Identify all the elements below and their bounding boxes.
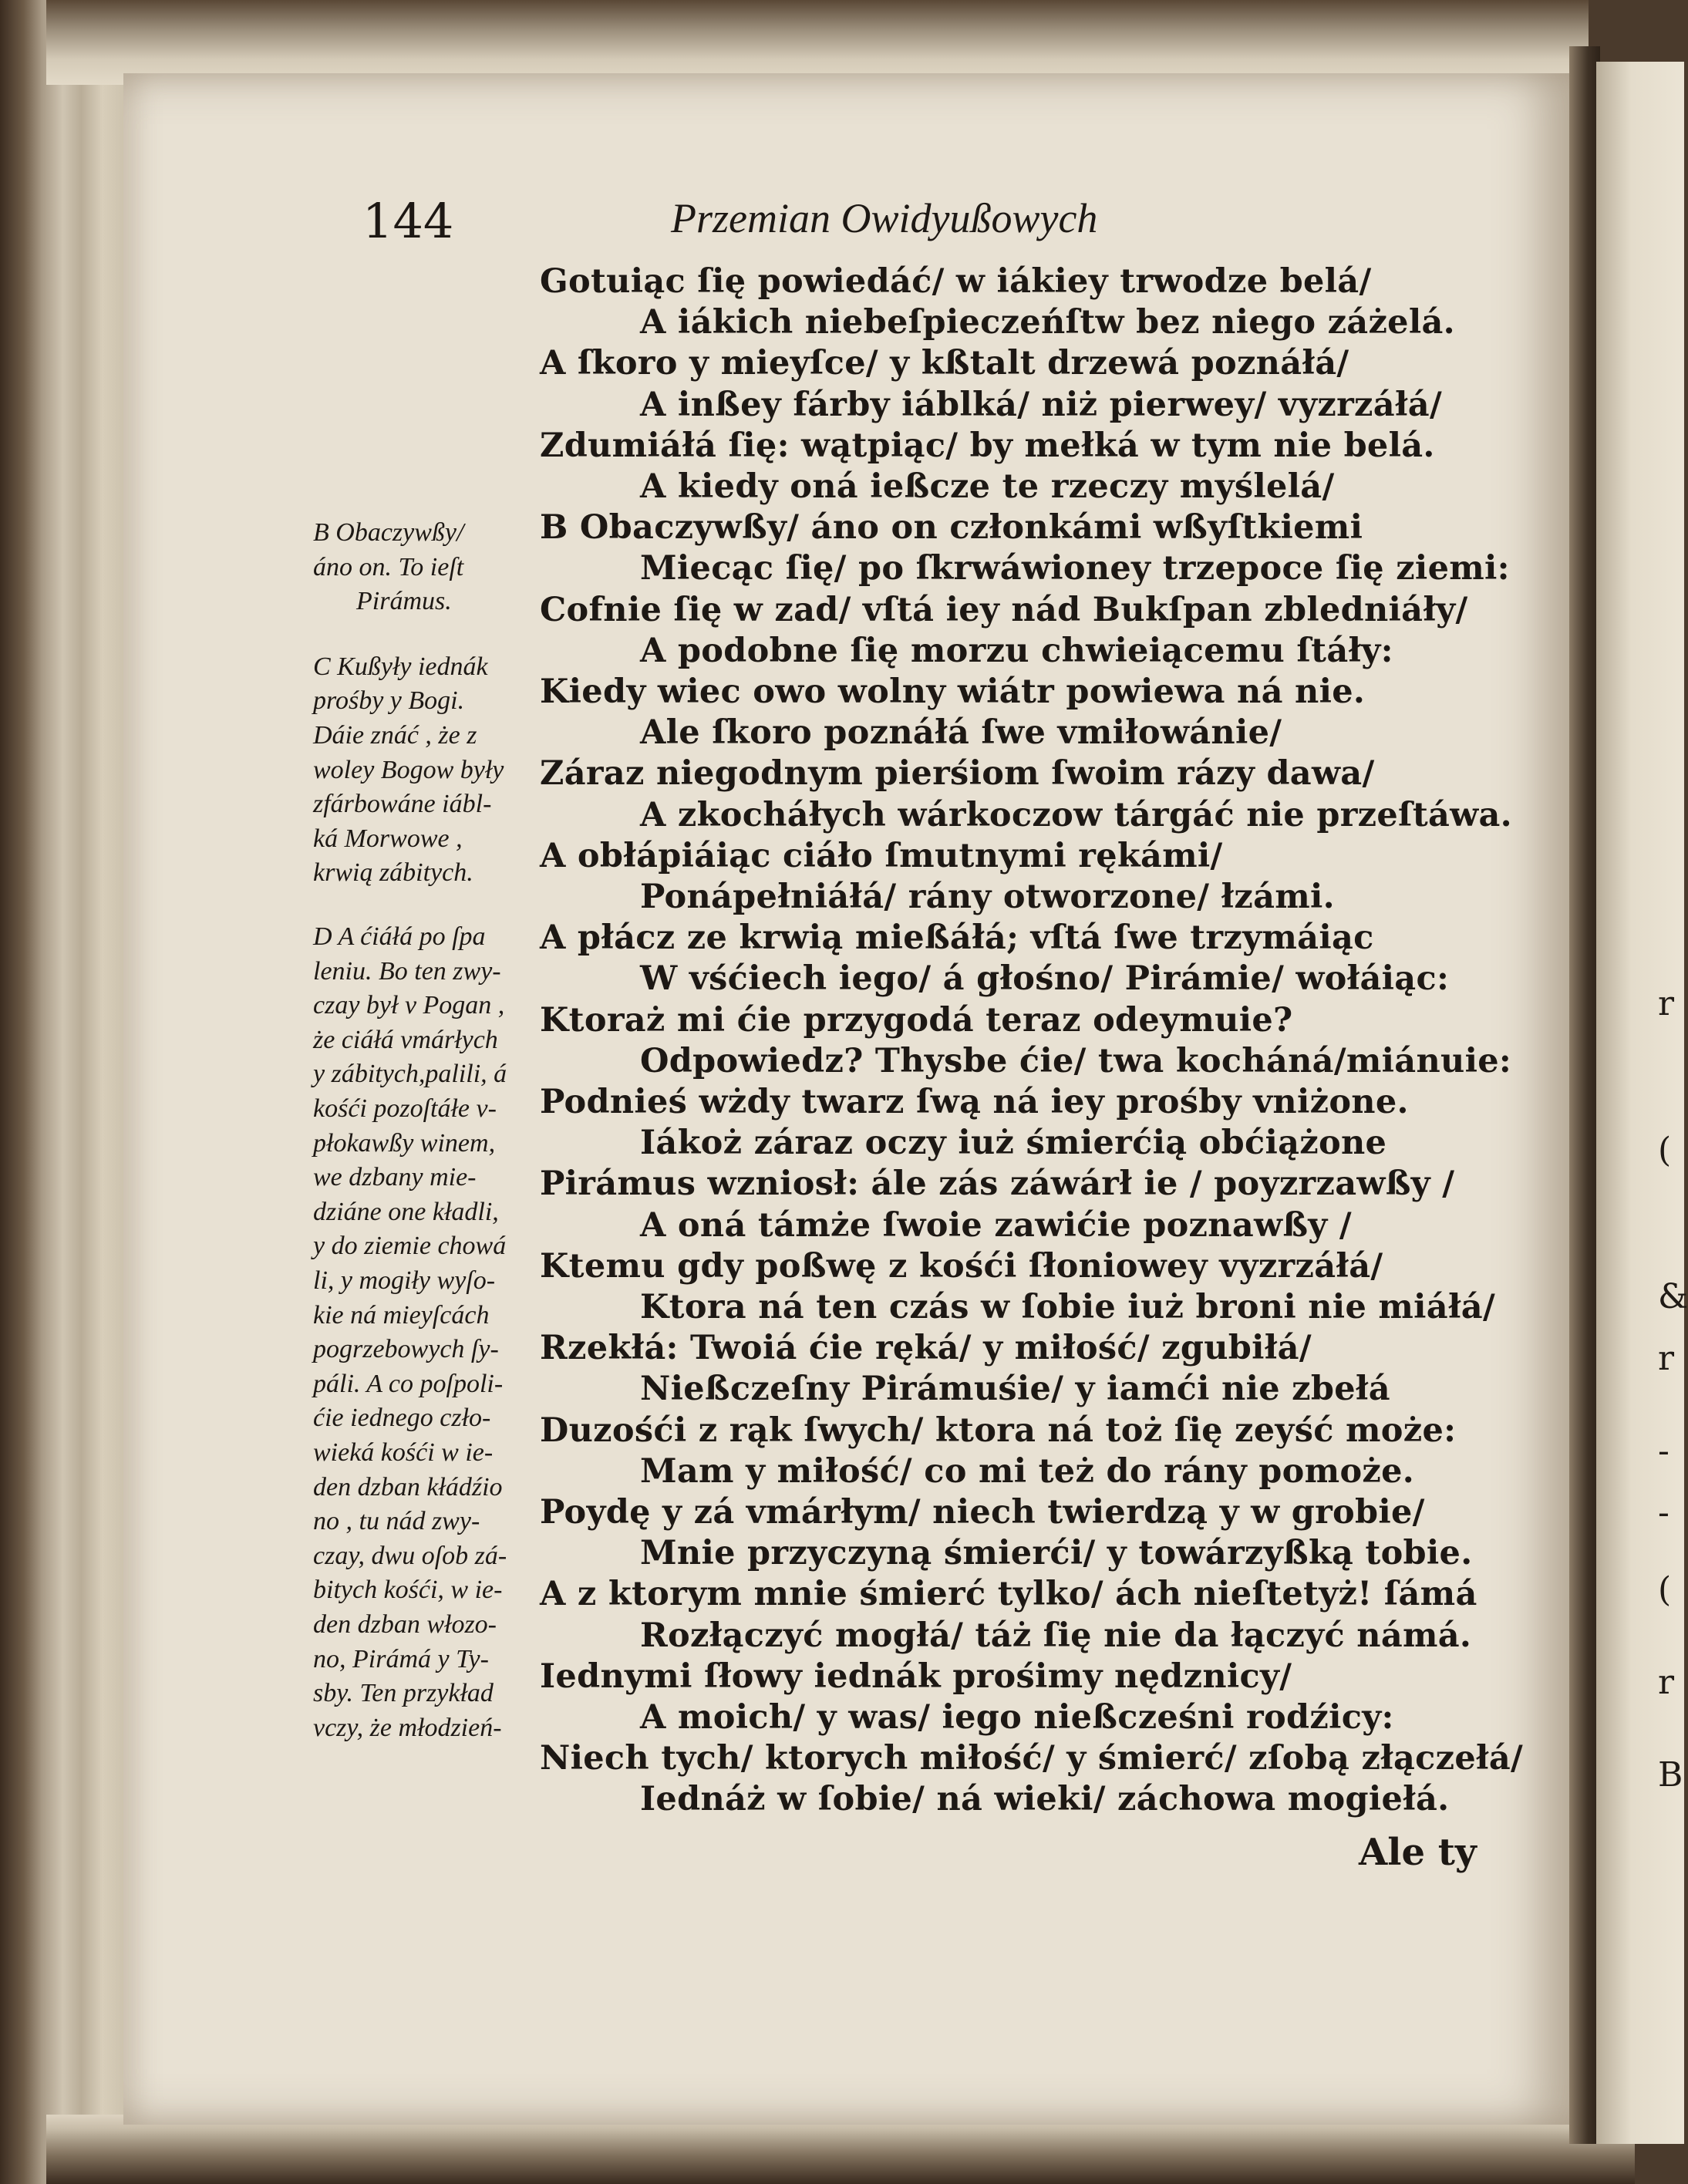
margin-note-line: woley Bogow były	[313, 755, 504, 784]
verse-line: Ale ſkoro poznáłá ſwe vmiłowánie/	[640, 713, 1282, 753]
margin-note-line: kie ná mieyſcách	[313, 1300, 490, 1330]
margin-note-line: zfárbowáne iábl-	[313, 790, 492, 819]
verse-line: Ktemu gdy poßwę z kośći ſłoniowey vyzrzáłá/	[540, 1246, 1383, 1286]
verse-line: Duzośći z rąk ſwych/ ktora ná toż ſię zeyść może:	[540, 1410, 1457, 1450]
margin-note-line: ká Morwowe ,	[313, 824, 463, 853]
verse-line: W vśćiech iego/ á głośno/ Pirámie/ wołáiąc:	[640, 959, 1450, 999]
book-page-edges-top	[46, 0, 1589, 85]
verse-line: Rzekłá: Twoiá ćie ręká/ y miłość/ zgubiłá/	[540, 1329, 1312, 1368]
facing-page-text-fragments	[1658, 956, 1688, 1805]
verse-line: A zkocháłych wárkoczow tárgáć nie przeſtáwa.	[640, 795, 1512, 834]
verse-line: Zárаz niegodnym pierśiom ſwoim rázy dawa/	[540, 754, 1375, 794]
margin-note-line: C Kußyły iednák	[313, 652, 488, 681]
margin-note-line: B Obaczywßy/	[313, 518, 464, 547]
verse-line: Cofnie ſię w zad/ vſtá iey nád Bukſpan zbledniáły/	[540, 590, 1468, 629]
margin-note-line: płokawßy winem,	[313, 1128, 496, 1158]
facing-page-glyph: -	[1658, 1493, 1669, 1532]
verse-line: A moich/ y was/ iego nießcześni rodźicy:	[640, 1698, 1394, 1737]
margin-note-line: Pirámus.	[356, 587, 452, 616]
margin-note-line: wieká kośći w ie-	[313, 1438, 494, 1467]
margin-note-line: no, Pirámá y Ty-	[313, 1644, 489, 1673]
verse-line: Kiedy wiec owo wolny wiátr powiewa ná nie.	[540, 672, 1366, 711]
verse-line: Mnie przyczyną śmierći/ y towárzyßką tobie.	[640, 1534, 1473, 1573]
facing-page-glyph: r	[1658, 1663, 1675, 1702]
verse-line: Pirámus wzniosł: ále zás záwárł ie / poyzrzawßy /	[540, 1164, 1455, 1204]
margin-note-line: vczy, że młodzień-	[313, 1713, 502, 1742]
margin-note-line: kośći pozoſtáłe v-	[313, 1094, 497, 1123]
margin-note-line: czay, dwu oſob zá-	[313, 1541, 507, 1570]
facing-page-glyph: B	[1658, 1755, 1683, 1795]
margin-note-line: prośby y Bogi.	[313, 686, 465, 716]
margin-note-line: y do ziemie chowá	[313, 1232, 507, 1261]
margin-note-line: pogrzebowych ſy-	[313, 1335, 499, 1364]
margin-note-line: ćie iednego czło-	[313, 1404, 491, 1433]
verse-line: Mam y miłość/ co mi też do rány pomoże.	[640, 1451, 1415, 1491]
facing-page-glyph: -	[1658, 1431, 1669, 1471]
margin-note-line: sby. Ten przykład	[313, 1679, 494, 1708]
margin-note-line: páli. A co poſpoli-	[313, 1369, 504, 1398]
margin-note-line: krwią zábitych.	[313, 858, 473, 888]
verse-line: A oná támże ſwoie zawićie poznawßy /	[640, 1205, 1352, 1245]
verse-line: Niech tych/ ktorych miłość/ y śmierć/ zſobą złączełá/	[540, 1739, 1524, 1778]
verse-line: Iednáż w ſobie/ ná wieki/ záchowa mogiełá.	[640, 1780, 1450, 1819]
facing-page-glyph: (	[1658, 1570, 1672, 1609]
margin-note-line: den dzban włozo-	[313, 1610, 497, 1639]
verse-line: A z ktorym mnie śmierć tylko/ ách nieſtetyż! ſámá	[540, 1575, 1477, 1614]
book-page-edges-left	[0, 0, 131, 2184]
verse-line: A płácz ze krwią mießáłá; vſtá ſwe trzymáiąc	[540, 918, 1374, 958]
facing-page-glyph: r	[1658, 984, 1675, 1023]
verse-line: Ktoraż mi ćie przygodá teraz odeymuie?	[540, 1000, 1293, 1040]
margin-note-line: dziáne one kładli,	[313, 1197, 499, 1226]
verse-line: Gotuiąc ſię powiedáć/ w iákiey trwodze belá/	[540, 262, 1372, 301]
margin-note-line: że ciáłá vmárłych	[313, 1025, 498, 1054]
verse-line: Podnieś wżdy twarz ſwą ná iey prośby vniżone.	[540, 1083, 1409, 1121]
catchword: Ale ty	[1359, 1831, 1477, 1874]
verse-line: Miecąc ſię/ po ſkrwáwioney trzepoce ſię ziemi:	[640, 549, 1510, 588]
verse-line: Rozłączyć mogłá/ táż ſię nie da łączyć námá.	[640, 1616, 1472, 1655]
verse-line: Ponápełniáłá/ rány otworzone/ łzámi.	[640, 878, 1335, 916]
verse-line: Iákoż zárаz oczy iuż śmierćią obćiążone	[640, 1124, 1387, 1163]
verse-line: Poydę y zá vmárłym/ niech twierdzą y w grobie/	[540, 1493, 1425, 1532]
verse-line: A obłápiáiąc ciáło ſmutnymi rękámi/	[540, 836, 1223, 875]
running-title: Przemian Owidyußowych	[671, 195, 1098, 241]
verse-line: Zdumiáłá ſię: wątpiąc/ by mełká w tym nie belá.	[540, 426, 1435, 465]
margin-note-line: bitych kośći, w ie-	[313, 1576, 503, 1605]
verse-line: Nießczeſny Pirámuśie/ y iamći nie zbełá	[640, 1370, 1390, 1409]
verse-line: B Obaczywßy/ áno on członkámi wßyſtkiemi	[540, 508, 1363, 548]
page-number: 144	[362, 193, 454, 249]
verse-line: A iákich niebeſpieczeńſtw bez niego záżelá.	[640, 303, 1455, 342]
verse-line: A podobne ſię morzu chwieiącemu ſtáły:	[640, 631, 1393, 670]
verse-line: A inßey fárby iáblká/ niż pierwey/ vyzrzáłá/	[640, 385, 1442, 424]
margin-note-line: no , tu nád zwy-	[313, 1507, 480, 1536]
facing-page-glyph: r	[1658, 1339, 1675, 1378]
margin-note-line: áno on. To ieſt	[313, 552, 464, 581]
verse-line: A kiedy oná ießcze te rzeczy myślelá/	[640, 467, 1335, 506]
margin-note-line: li, y mogiły wyſo-	[313, 1266, 496, 1295]
facing-page-glyph: &	[1658, 1277, 1688, 1316]
verse-line: Odpowiedz? Thysbe ćie/ twa kocháná/miánuie:	[640, 1041, 1512, 1080]
margin-note-line: leniu. Bo ten zwy-	[313, 956, 501, 986]
margin-note-line: Dáie znáć , że z	[313, 721, 477, 750]
margin-note-line: den dzban kłádźio	[313, 1472, 503, 1502]
verse-line: A ſkoro y mieyſce/ y kßtalt drzewá poznáłá/	[540, 344, 1349, 383]
book-gutter	[1569, 46, 1600, 2144]
verse-line: Ktora ná ten czás w ſobie iuż broni nie miáłá/	[640, 1288, 1495, 1326]
margin-note-line: czay był v Pogan ,	[313, 991, 505, 1020]
margin-note-line: D A ćiáłá po ſpa	[313, 922, 486, 951]
facing-page-glyph: (	[1658, 1131, 1672, 1170]
margin-note-line: y zábitych,palili, á	[313, 1060, 507, 1089]
book-page-edges-bottom	[46, 2115, 1635, 2184]
margin-note-line: we dzbany mie-	[313, 1163, 477, 1192]
verse-line: Iednymi ſłowy iednák prośimy nędznicy/	[540, 1657, 1292, 1696]
